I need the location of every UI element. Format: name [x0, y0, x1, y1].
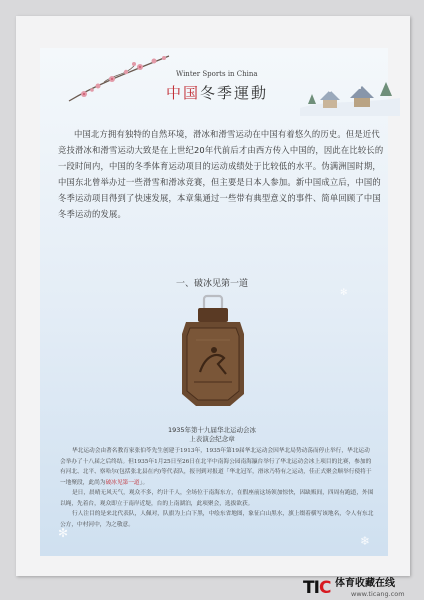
snowflake-icon: ✻: [58, 526, 69, 540]
section-title: 一、破冰见第一道: [175, 279, 248, 289]
intro-paragraph: 中国北方拥有独特的自然环境，滑冰和滑雪运动在中国有着悠久的历史。但是近代竞技滑冰和滑雪运动大致是在上世纪20年代前后才由西方传入中国的，因此在比较长的一段时间内，中国的冬季体育运动项目的运动成绩处于比较低的水平。伪满洲国时期，中国东北曾举办过一些滑雪和滑冰竞赛，但主要是日本人参加。新中国成立后，中国的冬季运动项目得到了快速发展，本章集通过一些带有典型意义的事件、简单回顾了中国冬季运动的发展。: [58, 129, 384, 219]
header-title-rest: 冬季運動: [200, 84, 269, 102]
header-chinese-title: [166, 82, 268, 103]
body-text: [60, 446, 374, 530]
body-paragraph-3: 行人注目的是来北代表队，人佩对，队旗为上白下黑，中绘东省地图，象征白山黑水，旗上缀着横写该地名，令人有东北公方，中村河中，为之敬意。: [60, 511, 374, 528]
medal-caption: [0, 426, 424, 444]
body-paragraph-2: 是日，晨晴无风天气，观众不多，约计千人，全场位于南海东方，在假座前这场领加惊快，因缺贩间，四周有跑道，外围以绳，先着台，观众即立于南岸近堤，台的上南湖泊，此项聚会，选拔欲获。: [60, 490, 374, 507]
header-english-title: Winter Sports in China: [176, 70, 258, 78]
logo-url: www.ticang.com: [351, 590, 405, 598]
logo-mark-icon: TIC: [303, 578, 331, 598]
logo-name: 体育收藏在线: [335, 578, 395, 589]
body-p1-tail: 」。: [139, 479, 149, 486]
medal-image: [178, 294, 248, 414]
body-p1-text: 华北运动会由著名教育家张伯苓先生创建于1913年，1935年第19届华北运动会因华北局势动荡而停止举行，华北运动会举办了十八届之后终结。但1935年1月25日至26日在北平中南海公园南海瀛台举行了华北运动会冰上项目的比赛，参加的有河北、北平、察哈尔(包括张北县在内)等代表队，报刊到对报道「华北冠军，滑冰乃特有之运动，佳正式聚会顺举行使将于一地聚段，此尚为: [60, 448, 372, 486]
snowflake-icon: ✻: [340, 288, 348, 298]
body-paragraph-1: [60, 446, 374, 488]
body-p1-highlight: 破冰见第一道: [105, 479, 140, 486]
plum-blossom-illustration: [64, 46, 174, 106]
snow-village-illustration: [300, 60, 400, 116]
snowflake-icon: ❄: [360, 534, 371, 548]
site-logo: [303, 578, 423, 598]
medal-caption-line-2: 上表演会纪念章: [189, 435, 235, 443]
header-red-char-2: 国: [183, 84, 201, 102]
medal-caption-line-1: 1935年第十九届华北运动会冰: [167, 426, 257, 434]
header-red-char: 中: [166, 84, 184, 102]
